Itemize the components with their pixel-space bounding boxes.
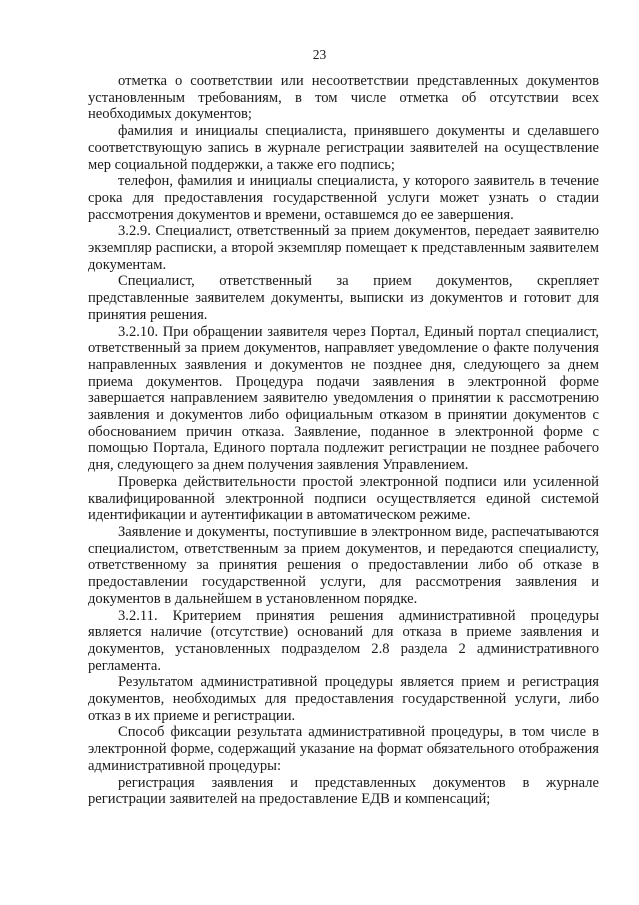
paragraph-specialist-name: фамилия и инициалы специалиста, принявшего документы и сделавшего соответствующую запись в журнале регистрации заявителей на осуществление мер социальной поддержки, а также его подпись; [88,123,599,173]
paragraph-mark-compliance: отметка о соответствии или несоответствии представленных документов установленным требованиям, в том числе отметка об отсутствии всех необходимых документов; [88,73,599,123]
document-body [88,73,599,808]
paragraph-journal-registration: регистрация заявления и представленных документов в журнале регистрации заявителей на предоставление ЕДВ и компенсаций; [88,774,599,808]
page-number: 23 [312,47,327,62]
paragraph-procedure-result: Результатом административной процедуры является прием и регистрация документов, необходимых для предоставления государственной услуги, либо отказ в их приеме и регистрации. [88,674,599,724]
paragraph-3-2-11: 3.2.11. Критерием принятия решения административной процедуры является наличие (отсутствие) оснований для отказа в приеме заявления и документов, установленных подразделом 2.8 раздела 2 административного регламента. [88,607,599,674]
paragraph-specialist-phone: телефон, фамилия и инициалы специалиста, у которого заявитель в течение срока для предоставления государственной услуги может узнать о стадии рассмотрения документов и времени, оставшемся до ее завершения. [88,173,599,223]
paragraph-signature-check: Проверка действительности простой электронной подписи или усиленной квалифицированной электронной подписи осуществляется единой системой идентификации и аутентификации в автоматическом режиме. [88,473,599,524]
paragraph-3-2-10: 3.2.10. При обращении заявителя через Портал, Единый портал специалист, ответственный за прием документов, направляет уведомление о факте получения направленных заявления и документов не позднее дня, следующего за днем приема документов. Процедура подачи заявления в электронной форме завершается направлением заявителю уведомления о принятии к рассмотрению заявления и документов либо официальным отказом в принятии документов с обоснованием причин отказа. Заявление, поданное в электронной форме с помощью Портала, Единого портала подлежит регистрации не позднее рабочего дня, следующего за днем получения заявления Управлением. [88,323,599,474]
paragraph-3-2-9: 3.2.9. Специалист, ответственный за прием документов, передает заявителю экземпляр расписки, а второй экземпляр помещает к представленным заявителем документам. [88,223,599,273]
paragraph-result-recording-method: Способ фиксации результата административной процедуры, в том числе в электронной форме, содержащий указание на формат обязательного отображения административной процедуры: [88,724,599,774]
paragraph-specialist-binds-documents: Специалист, ответственный за прием документов, скрепляет представленные заявителем документы, выписки из документов и готовит для принятия решения. [88,273,599,323]
paragraph-electronic-documents: Заявление и документы, поступившие в электронном виде, распечатываются специалистом, ответственным за прием документов, и передаются специалисту, ответственному за принятия решения о предоставлении либо об отказе в предоставлении государственной услуги, для рассмотрения заявления и документов в дальнейшем в установленном порядке. [88,523,599,607]
